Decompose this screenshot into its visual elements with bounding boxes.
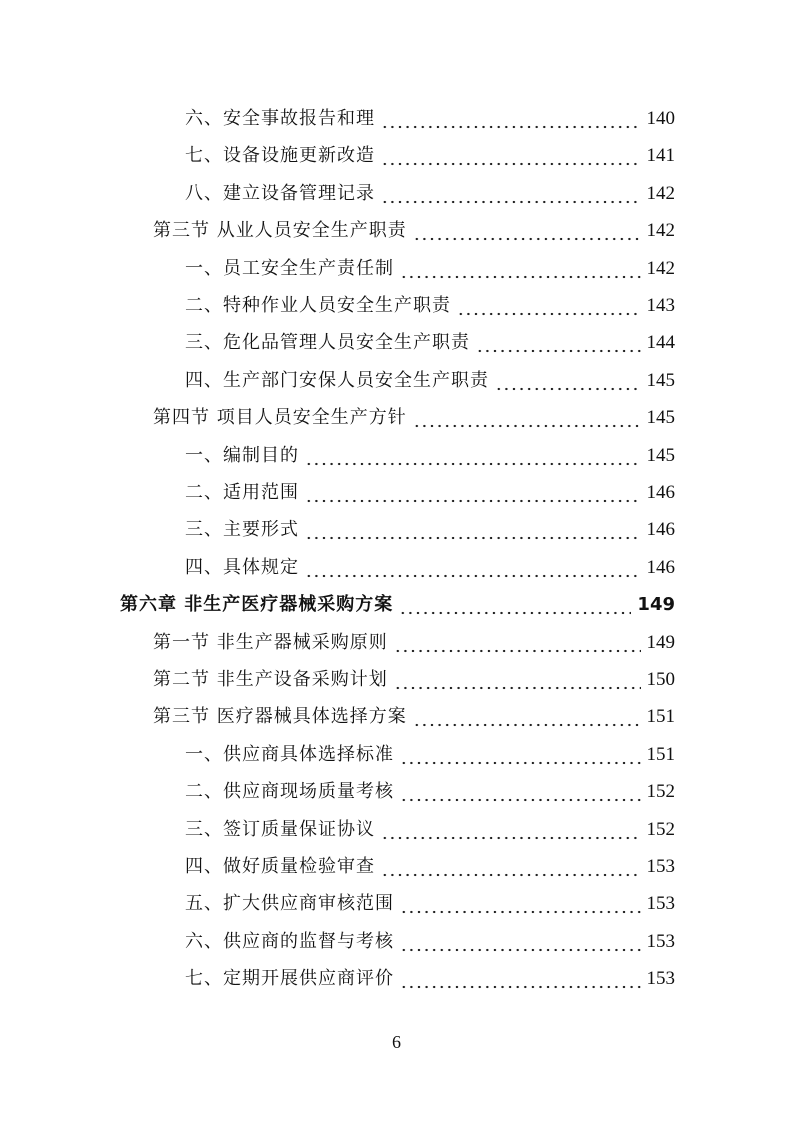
toc-entry-title: 三、危化品管理人员安全生产职责 (185, 332, 470, 354)
toc-subsection-entry[interactable] (185, 811, 675, 848)
toc-entry-title: 四、具体规定 (185, 556, 299, 578)
toc-section-entry[interactable] (153, 624, 675, 661)
toc-entry-page: 153 (646, 930, 675, 952)
toc-entry-title: 七、设备设施更新改造 (185, 145, 375, 167)
dot-leader (305, 474, 641, 511)
toc-subsection-entry[interactable] (185, 474, 675, 511)
dot-leader (381, 848, 641, 885)
dot-leader (381, 100, 641, 137)
toc-entry-title: 八、建立设备管理记录 (185, 182, 375, 204)
toc-subsection-entry[interactable] (185, 511, 675, 548)
toc-entry-page: 153 (646, 856, 675, 877)
toc-subsection-entry[interactable] (185, 960, 675, 997)
toc-subsection-entry[interactable] (185, 773, 675, 810)
toc-entry-page: 143 (646, 295, 675, 316)
toc-entry-title: 六、供应商的监督与考核 (185, 930, 394, 952)
toc-subsection-entry[interactable] (185, 848, 675, 885)
toc-entry-page: 149 (637, 594, 675, 616)
dot-leader (495, 362, 641, 399)
toc-entry-title: 一、供应商具体选择标准 (185, 743, 394, 765)
toc-entry-title: 第三节 医疗器械具体选择方案 (153, 706, 407, 728)
toc-subsection-entry[interactable] (185, 362, 675, 399)
page-number: 6 (392, 1032, 401, 1052)
dot-leader (476, 324, 641, 361)
toc-entry-title: 七、定期开展供应商评价 (185, 968, 394, 990)
toc-entry-title: 三、签订质量保证协议 (185, 818, 375, 840)
dot-leader (400, 885, 641, 922)
toc-entry-page: 145 (646, 369, 675, 391)
toc-section-entry[interactable] (153, 698, 675, 735)
toc-entry-title: 一、员工安全生产责任制 (185, 257, 394, 279)
toc-entry-title: 四、做好质量检验审查 (185, 856, 375, 877)
toc-entry-title: 二、供应商现场质量考核 (185, 781, 394, 803)
dot-leader (400, 736, 641, 773)
dot-leader (381, 175, 641, 212)
dot-leader (305, 549, 641, 586)
toc-entry-page: 152 (646, 818, 675, 840)
toc-entry-title: 第四节 项目人员安全生产方针 (153, 407, 407, 429)
toc-entry-title: 第一节 非生产器械采购原则 (153, 631, 388, 653)
toc-entry-page: 142 (646, 257, 675, 279)
toc-entry-title: 五、扩大供应商审核范围 (185, 893, 394, 915)
dot-leader (305, 511, 641, 548)
toc-entry-title: 二、适用范围 (185, 482, 299, 503)
toc-section-entry[interactable] (153, 212, 675, 249)
toc-entry-title: 第二节 非生产设备采购计划 (153, 669, 388, 690)
dot-leader (394, 624, 641, 661)
dot-leader (381, 137, 641, 174)
toc-entry-page: 149 (646, 631, 675, 653)
toc-subsection-entry[interactable] (185, 736, 675, 773)
toc-subsection-entry[interactable] (185, 137, 675, 174)
toc-entry-page: 153 (646, 893, 675, 915)
toc-subsection-entry[interactable] (185, 324, 675, 361)
dot-leader (413, 399, 641, 436)
toc-chapter-entry[interactable] (120, 586, 675, 623)
toc-subsection-entry[interactable] (185, 549, 675, 586)
toc-section-entry[interactable] (153, 661, 675, 698)
toc-section-entry[interactable] (153, 399, 675, 436)
toc-entry-page: 141 (646, 145, 675, 167)
toc-entry-title: 第六章 非生产医疗器械采购方案 (120, 594, 394, 616)
toc-entry-page: 145 (646, 407, 675, 429)
toc-subsection-entry[interactable] (185, 885, 675, 922)
toc-entry-page: 146 (646, 519, 675, 541)
toc-entry-page: 144 (646, 332, 675, 354)
dot-leader (305, 437, 641, 474)
toc-entry-page: 142 (646, 182, 675, 204)
dot-leader (413, 698, 641, 735)
toc-entry-title: 第三节 从业人员安全生产职责 (153, 220, 407, 242)
toc-subsection-entry[interactable] (185, 175, 675, 212)
dot-leader (413, 212, 641, 249)
toc-entry-page: 146 (646, 556, 675, 578)
toc-entry-page: 146 (646, 482, 675, 503)
toc-entry-page: 153 (646, 968, 675, 990)
toc-entry-title: 三、主要形式 (185, 519, 299, 541)
toc-entry-title: 四、生产部门安保人员安全生产职责 (185, 369, 489, 391)
dot-leader (394, 661, 641, 698)
dot-leader (381, 811, 641, 848)
dot-leader (400, 923, 641, 960)
dot-leader (400, 773, 641, 810)
toc-entry-title: 六、安全事故报告和理 (185, 108, 375, 129)
toc-entry-page: 151 (646, 743, 675, 765)
dot-leader (399, 586, 631, 623)
toc-entry-page: 140 (646, 108, 675, 129)
toc-subsection-entry[interactable] (185, 250, 675, 287)
toc-subsection-entry[interactable] (185, 923, 675, 960)
toc-entry-page: 142 (646, 220, 675, 242)
toc-entry-page: 151 (646, 706, 675, 728)
toc-entry-page: 145 (646, 444, 675, 466)
toc-entry-page: 150 (646, 669, 675, 690)
toc-entry-title: 一、编制目的 (185, 444, 299, 466)
toc-entry-page: 152 (646, 781, 675, 803)
dot-leader (400, 250, 641, 287)
dot-leader (457, 287, 641, 324)
dot-leader (400, 960, 641, 997)
toc-entry-title: 二、特种作业人员安全生产职责 (185, 295, 451, 316)
toc-subsection-entry[interactable] (185, 437, 675, 474)
toc-subsection-entry[interactable] (185, 100, 675, 137)
toc-subsection-entry[interactable] (185, 287, 675, 324)
